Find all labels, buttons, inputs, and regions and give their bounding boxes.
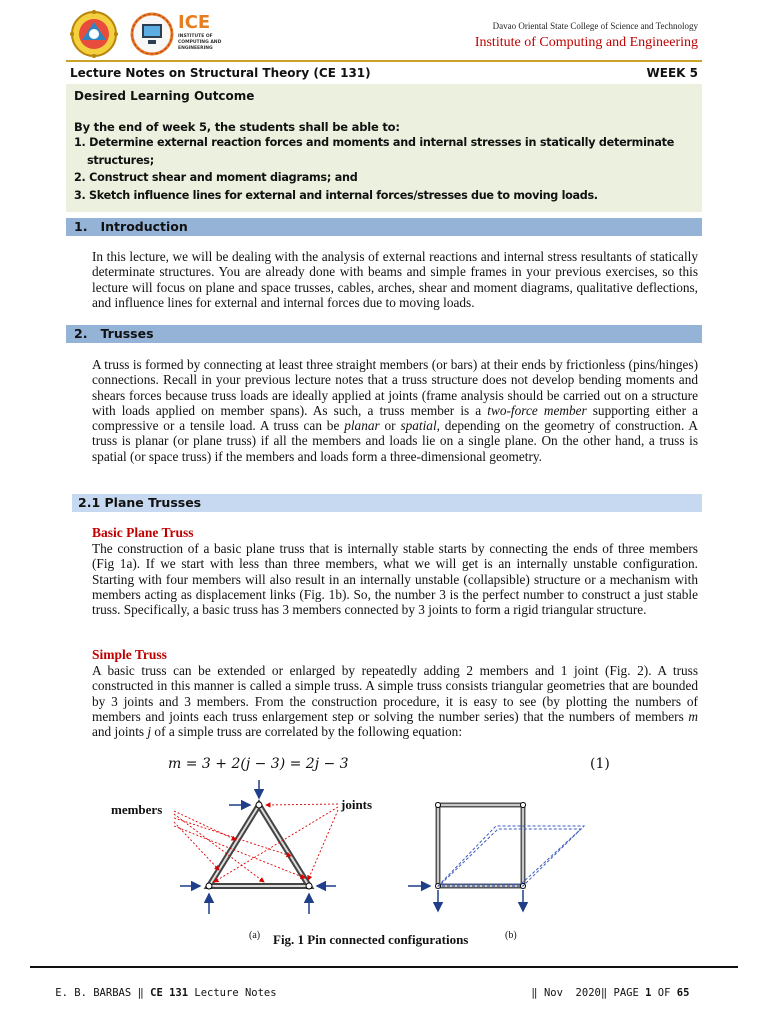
simple-var-m: m	[688, 708, 698, 724]
section-plane-trusses-header	[72, 494, 702, 512]
truss-equation: m = 3 + 2(j − 3) = 2j − 3	[168, 756, 349, 772]
label-members: members	[111, 802, 163, 817]
label-subfigure-a: (a)	[249, 930, 261, 941]
section-trusses-header	[66, 325, 702, 343]
footer-date: Nov 2020	[543, 987, 601, 999]
outcome-intro: By the end of week 5, the students shall be able to:	[74, 120, 400, 134]
trusses-text-d: , depending on the geometry of construction. A truss is planar (or plane truss) if all the members and loads lie on a single plane. On the other hand, a truss is spatial (or space truss) if the members and loads form a three-dimensional geometry.	[92, 418, 698, 464]
section-introduction-header	[66, 218, 702, 236]
simple-text-b: and joints	[92, 724, 148, 740]
trusses-text-a: A truss is formed by connecting at least three straight members (or bars) at their ends by frictionless (pins/hinges) connections. Recall in your previous lecture notes that a truss structure does not develop bending moments and shears forces because truss loads are ideally applied at joints (frame analysis should be carried out on a structure with loads applied on member spans). As such, a truss member is a	[92, 357, 698, 418]
ice-logo-subtext: INSTITUTE OF COMPUTING AND ENGINEERING	[178, 34, 222, 51]
trusses-emphasis-planar: planar	[344, 418, 380, 434]
simple-text-c: of a simple truss are correlated by the following equation:	[151, 724, 463, 740]
simple-var-j: j	[147, 724, 152, 740]
equation-number: (1)	[590, 756, 610, 772]
label-joints: joints	[341, 797, 373, 812]
figure-caption: Fig. 1 Pin connected configurations	[273, 932, 469, 947]
trusses-text-c: or	[379, 418, 401, 434]
footer-page-number: 1	[645, 987, 652, 999]
footer-page-total: 65	[676, 987, 690, 999]
week-label: WEEK 5	[646, 66, 698, 80]
outcome-heading: Desired Learning Outcome	[74, 89, 255, 103]
footer-page-mid: OF	[651, 987, 677, 999]
section-trusses-title: 2. Trusses	[74, 326, 154, 341]
footer-separator-3: ‖	[600, 987, 614, 999]
footer-course-code: CE 131	[150, 987, 189, 999]
learning-outcome-box	[66, 84, 702, 212]
label-subfigure-b: (b)	[505, 930, 517, 941]
ice-logo	[130, 12, 230, 56]
basic-plane-truss-heading: Basic Plane Truss	[92, 525, 194, 540]
header-rule	[66, 60, 702, 62]
simple-truss-heading: Simple Truss	[92, 647, 167, 662]
course-bar	[66, 63, 702, 83]
trusses-text-b: supporting either a compressive or a tensile load. A truss can be	[92, 402, 698, 434]
basic-triangle-truss	[174, 780, 338, 914]
basic-plane-truss-paragraph: The construction of a basic plane truss that is internally stable starts by connecting the ends of three members (Fig 1a). If we start with less than three members, what we will get is an internally unstable configuration. Starting with four members will also result in an internally unstable (collapsible) structure or a mechanism with members acting as displacement links (Fig. 1b). So, the number 3 is the perfect number to construct a just stable truss. Specifically, a basic truss has 3 members connected by 3 joints to form a rigid triangular structure.	[92, 541, 698, 618]
institute-name: Institute of Computing and Engineering	[474, 35, 698, 50]
section-introduction-title: 1. Introduction	[74, 219, 188, 234]
footer-separator-2: ‖	[531, 987, 544, 999]
page-footer	[30, 975, 738, 999]
outcome-item-1: 1. Determine external reaction forces and moments and internal stresses in statically determinate	[74, 136, 675, 149]
outcome-item-1-cont: structures;	[87, 154, 154, 167]
simple-text-a: A basic truss can be extended or enlarged by repeatedly adding 2 members and 1 joint (Fig. 2). A truss constructed in this manner is called a simple truss. A simple truss consists triangular geometries that are bounded by 3 joints and 3 members. From the construction procedure, it is easy to see (by plotting the numbers of members and joints each truss enlargement step or solving the number series) that the numbers of members	[92, 663, 698, 724]
trusses-emphasis-spatial: spatial	[400, 418, 437, 434]
footer-separator-1: ‖	[131, 987, 151, 999]
figure-1-drawing	[96, 778, 686, 950]
outcome-item-3: 3. Sketch influence lines for external and internal forces/stresses due to moving loads.	[74, 189, 598, 202]
course-title: Lecture Notes on Structural Theory (CE 131)	[70, 66, 371, 80]
simple-truss-paragraph	[92, 663, 698, 739]
footer-course-rest: Lecture Notes	[188, 987, 277, 999]
ice-logo-text: ICE	[178, 12, 211, 33]
footer-author: E. B. BARBAS	[55, 987, 132, 999]
college-seal-logo	[68, 10, 120, 58]
figure-1	[96, 778, 686, 950]
college-name: Davao Oriental State College of Science and Technology	[492, 21, 698, 31]
footer-rule	[30, 966, 738, 968]
trusses-emphasis-two-force: two-force member	[487, 402, 587, 418]
section-plane-trusses-title: 2.1 Plane Trusses	[78, 495, 202, 510]
introduction-paragraph: In this lecture, we will be dealing with the analysis of external reactions and internal stress resultants of statically determinate structures. You are already done with beams and simple frames in your previous exercises, so this lecture will focus on plane and space trusses, cables, arches, shear and moment diagrams, qualitative deflections, and influence lines for external and internal forces due to moving loads.	[92, 249, 698, 310]
outcome-item-2: 2. Construct shear and moment diagrams; and	[74, 171, 358, 184]
collapsible-square-truss	[408, 803, 584, 912]
footer-page-prefix: PAGE	[613, 987, 646, 999]
trusses-paragraph	[92, 357, 698, 464]
